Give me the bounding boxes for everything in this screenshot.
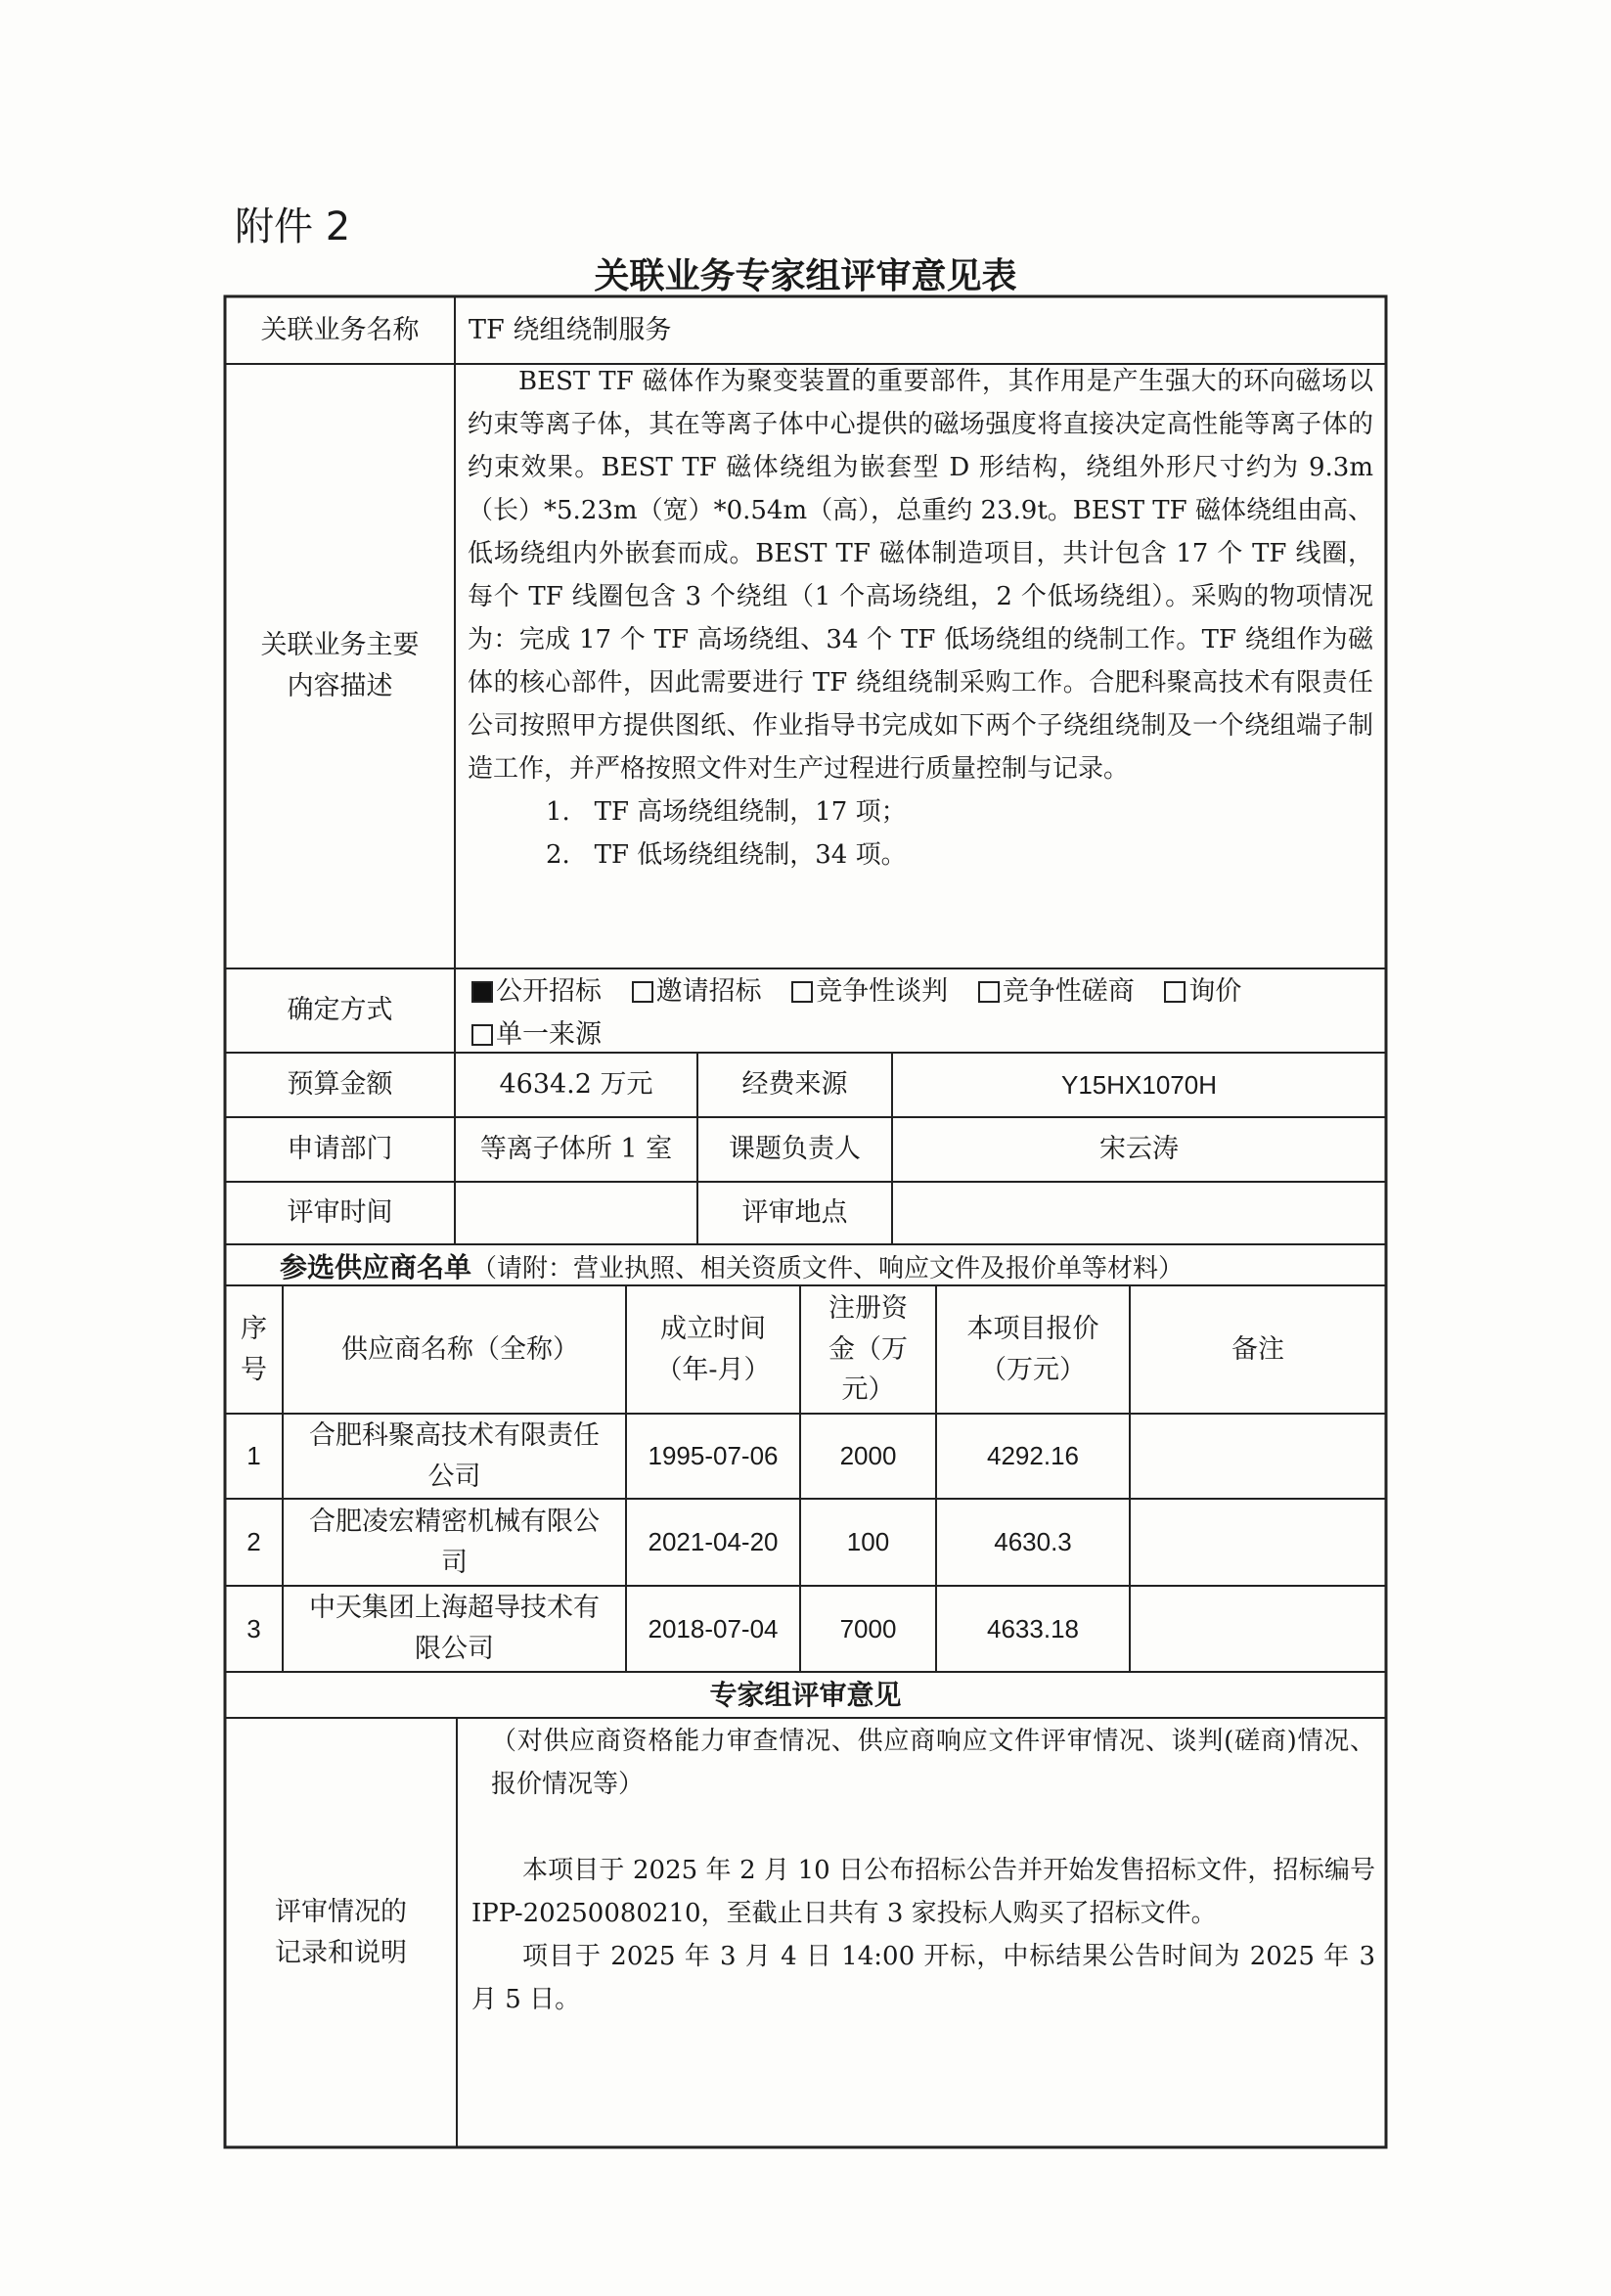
- checkbox-icon: [1164, 981, 1186, 1003]
- method-label: 确定方式: [287, 995, 393, 1026]
- table-row-founded: 2018-07-04: [648, 1613, 779, 1643]
- table-row-founded: 2021-04-20: [648, 1527, 779, 1557]
- method-option-single-source[interactable]: 单一来源: [471, 1013, 602, 1057]
- attachment-label: 附件 2: [235, 204, 351, 249]
- table-row-name: 合肥凌宏精密机械有限公司: [309, 1506, 600, 1578]
- desc-list-item: 1. TF 高场绕组绕制，17 项；: [546, 797, 907, 827]
- budget-value: 4634.2 万元: [499, 1069, 653, 1101]
- table-row-capital: 2000: [839, 1441, 897, 1471]
- table-row-remark: [1130, 1499, 1386, 1586]
- table-row-remark: [1130, 1586, 1386, 1672]
- table-row-quote: 4630.3: [994, 1527, 1072, 1557]
- expert-heading: 专家组评审意见: [709, 1678, 902, 1711]
- method-option-negotiation[interactable]: 竞争性谈判: [791, 970, 948, 1013]
- table-row-quote: 4633.18: [987, 1613, 1079, 1643]
- expert-record-text[interactable]: [471, 1720, 1375, 2021]
- checkbox-icon: [632, 981, 653, 1003]
- record-paragraph: 本项目于 2025 年 2 月 10 日公布招标公告并开始发售招标文件，招标编号 IPP-20250080210，至截止日共有 3 家投标人购买了招标文件。: [471, 1856, 1375, 1928]
- method-option-inquiry[interactable]: 询价: [1164, 970, 1241, 1013]
- review-place-label: 评审地点: [741, 1197, 848, 1229]
- fund-source-value: Y15HX1070H: [1061, 1069, 1217, 1100]
- department-label: 申请部门: [287, 1134, 393, 1165]
- budget-label: 预算金额: [287, 1069, 393, 1101]
- table-row-capital: 100: [846, 1527, 890, 1557]
- checkbox-icon: [471, 1024, 493, 1046]
- method-option-invite[interactable]: 邀请招标: [632, 970, 762, 1013]
- record-paragraph: 项目于 2025 年 3 月 4 日 14:00 开标，中标结果公告时间为 2025 年 3 月 5 日。: [471, 1942, 1375, 2014]
- col-header-remark: 备注: [1231, 1333, 1284, 1365]
- col-header-capital: 注册资金（万元）: [828, 1292, 908, 1406]
- business-name-value: TF 绕组绕制服务: [469, 314, 672, 345]
- leader-value: 宋云涛: [1099, 1134, 1179, 1165]
- desc-paragraph: BEST TF 磁体作为聚变装置的重要部件，其作用是产生强大的环向磁场以约束等离子体，其在等离子体中心提供的磁场强度将直接决定高性能等离子体的约束效果。BEST TF 磁体绕组为嵌套型 D 形结构，绕组外形尺寸约为 9.3m（长）*5.23m（宽）*0.54m（高），总重约 23.9t。BEST TF 磁体绕组由高、低场绕组内外嵌套而成。BEST TF 磁体制造项目，共计包含 17 个 TF 线圈，每个 TF 线圈包含 3 个绕组（1 个高场绕组，2 个低场绕组）。采购的物项情况为：完成 17 个 TF 高场绕组、34 个 TF 低场绕组的绕制工作。TF 绕组作为磁体的核心部件，因此需要进行 TF 绕组绕制采购工作。合肥科聚高技术有限责任公司按照甲方提供图纸、作业指导书完成如下两个子绕组绕制及一个绕组端子制造工作，并严格按照文件对生产过程进行质量控制与记录。: [468, 367, 1373, 784]
- method-option-consultation[interactable]: 竞争性磋商: [978, 970, 1135, 1013]
- leader-label: 课题负责人: [729, 1134, 861, 1165]
- table-row-seq: 3: [246, 1613, 261, 1643]
- department-value: 等离子体所 1 室: [479, 1134, 673, 1165]
- table-row-name: 合肥科聚高技术有限责任公司: [309, 1419, 600, 1492]
- table-row-remark: [1130, 1414, 1386, 1499]
- method-options: [471, 970, 1381, 1057]
- table-row-seq: 1: [246, 1441, 261, 1471]
- supplier-list-heading: 参选供应商名单（请附：营业执照、相关资质文件、响应文件及报价单等材料）: [280, 1251, 1185, 1283]
- fund-source-label: 经费来源: [741, 1069, 848, 1101]
- table-row-founded: 1995-07-06: [648, 1441, 779, 1471]
- method-option-public[interactable]: 公开招标: [471, 970, 602, 1013]
- review-place-value[interactable]: [892, 1182, 1386, 1244]
- review-time-label: 评审时间: [287, 1197, 393, 1229]
- review-time-value[interactable]: [455, 1182, 697, 1244]
- col-header-quote: 本项目报价（万元）: [966, 1313, 1099, 1385]
- col-header-founded: 成立时间（年-月）: [655, 1313, 771, 1385]
- col-header-name: 供应商名称（全称）: [341, 1333, 579, 1365]
- business-name-label: 关联业务名称: [260, 314, 420, 345]
- record-label: 评审情况的记录和说明: [275, 1896, 407, 1968]
- business-desc-label: 关联业务主要内容描述: [260, 630, 420, 701]
- form-title: 关联业务专家组评审意见表: [594, 256, 1017, 296]
- blank-line: [471, 1806, 1375, 1849]
- supplier-list-note: （请附：营业执照、相关资质文件、响应文件及报价单等材料）: [471, 1254, 1185, 1283]
- checkbox-icon: [978, 981, 1000, 1003]
- table-row-quote: 4292.16: [987, 1441, 1079, 1471]
- checkbox-icon: [471, 981, 493, 1003]
- guidance-note: （对供应商资格能力审查情况、供应商响应文件评审情况、谈判(磋商)情况、报价情况等）: [491, 1727, 1375, 1799]
- checkbox-icon: [791, 981, 813, 1003]
- table-row-name: 中天集团上海超导技术有限公司: [309, 1593, 600, 1664]
- table-row-capital: 7000: [839, 1613, 897, 1643]
- business-desc-text: [468, 360, 1373, 877]
- desc-list-item: 2. TF 低场绕组绕制，34 项。: [546, 840, 907, 870]
- table-row-seq: 2: [246, 1527, 261, 1557]
- col-header-seq: 序号: [241, 1313, 267, 1385]
